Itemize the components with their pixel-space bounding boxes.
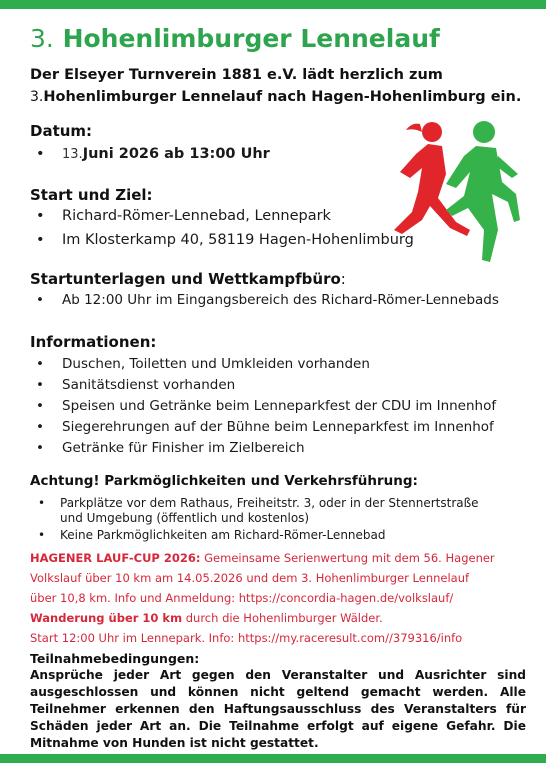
informationen-list xyxy=(36,354,496,459)
parken-heading: Achtung! Parkmöglichkeiten und Verkehrsführung: xyxy=(30,473,418,489)
top-green-bar xyxy=(0,0,546,9)
page-title: 3. Hohenlimburger Lennelauf xyxy=(30,24,440,53)
bottom-green-bar xyxy=(0,754,546,763)
green-runner-icon xyxy=(446,121,520,262)
list-item: • Im Klosterkamp 40, 58119 Hagen-Hohenlimburg xyxy=(36,228,414,252)
bullet-icon: • xyxy=(36,398,44,414)
teilnahme-text: Ansprüche jeder Art gegen den Veranstalter und Ausrichter sind ausgeschlossen und können nicht geltend gemacht werden. Alle Teilnehmer erkennen den Haftungsausschluss des Veranstalters für Schäden jeder Art an. Die Teilnahme erfolgt auf eigene Gefahr. Die Mitnahme von Hunden ist nicht gestattet. xyxy=(30,668,526,750)
list-item: • Duschen, Toiletten und Umkleiden vorhanden xyxy=(36,354,496,375)
datum-heading: Datum: xyxy=(30,122,93,140)
bullet-icon: • xyxy=(38,528,46,542)
parken-list xyxy=(38,496,479,543)
laufcup-section: HAGENER LAUF-CUP 2026: Gemeinsame Serienwertung mit dem 56. Hagener Volkslauf über 10 km am 14.05.2026 und dem 3. Hohenlimburger Lennelauf über 10,8 km. Info und Anmeldung: https://concordia-hagen.de/volkslauf/ Wanderung über 10 km durch die Hohenlimburger Wälder. Start 12:00 Uhr im Lennepark. Info: https://my.raceresult.com//379316/info xyxy=(30,551,495,645)
bullet-icon: • xyxy=(36,232,45,248)
list-item: und Umgebung (öffentlich und kostenlos) xyxy=(60,510,310,525)
list-item: • Getränke für Finisher im Zielbereich xyxy=(36,438,496,459)
teilnahme-heading: Teilnahmebedingungen: xyxy=(30,651,200,666)
bullet-icon: • xyxy=(38,496,46,510)
startunterlagen-list xyxy=(36,290,499,311)
list-item: • Speisen und Getränke beim Lenneparkfest der CDU im Innenhof xyxy=(36,396,496,417)
list-item: • Ab 12:00 Uhr im Eingangsbereich des Richard-Römer-Lennebads xyxy=(36,290,499,311)
informationen-heading: Informationen: xyxy=(30,333,157,351)
bullet-icon: • xyxy=(36,419,44,435)
bullet-icon: • xyxy=(36,356,44,372)
bullet-icon: • xyxy=(36,146,45,162)
start-ziel-heading: Start und Ziel: xyxy=(30,186,153,204)
bullet-icon: • xyxy=(36,208,45,224)
intro-text: Der Elseyer Turnverein 1881 e.V. lädt herzlich zum 3.Hohenlimburger Lennelauf nach Hagen-Hohenlimburg ein. xyxy=(30,67,522,105)
list-item: • Sanitätsdienst vorhanden xyxy=(36,375,496,396)
list-item: • Richard-Römer-Lennebad, Lennepark xyxy=(36,204,414,228)
list-item: • Siegerehrungen auf der Bühne beim Lenneparkfest im Innenhof xyxy=(36,417,496,438)
bullet-icon: • xyxy=(36,377,44,393)
startunterlagen-heading: Startunterlagen und Wettkampfbüro: xyxy=(30,270,346,288)
list-item: • 13.Juni 2026 ab 13:00 Uhr xyxy=(36,142,270,167)
start-ziel-list xyxy=(36,204,414,252)
list-item: • Parkplätze vor dem Rathaus, Freiheitstr. 3, oder in der Stennertstraße xyxy=(38,496,479,510)
list-item: • Keine Parkmöglichkeiten am Richard-Römer-Lennebad xyxy=(38,528,386,542)
datum-list xyxy=(36,142,270,167)
bullet-icon: • xyxy=(36,440,44,456)
bullet-icon: • xyxy=(36,292,44,308)
